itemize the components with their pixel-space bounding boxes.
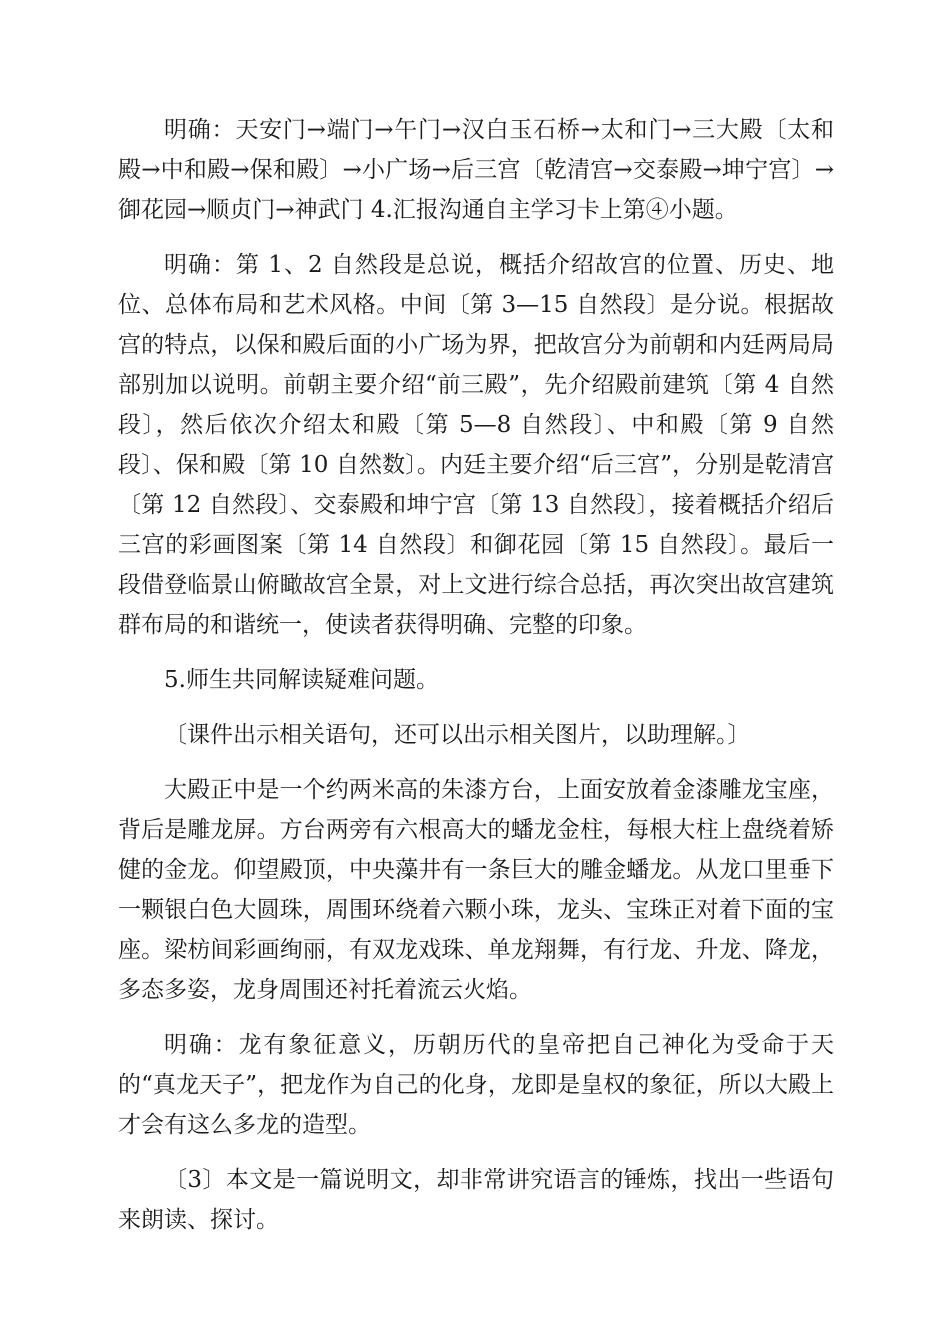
paragraph-courseware-note: 〔课件出示相关语句，还可以出示相关图片，以助理解。〕 xyxy=(164,722,751,748)
paragraph-step-5: 5.师生共同解读疑难问题。 xyxy=(164,667,439,693)
paragraph-dragon-answer: 明确：龙有象征意义，历朝历代的皇帝把自己神化为受命于天的“真龙天子”，把龙作为自己的化身，龙即是皇权的象征，所以大殿上才会有这么多龙的造型。 xyxy=(118,1032,834,1138)
paragraph-hall-description: 大殿正中是一个约两米高的朱漆方台，上面安放着金漆雕龙宝座，背后是雕龙屏。方台两旁有六根高大的蟠龙金柱，每根大柱上盘绕着矫健的金龙。仰望殿顶，中央藻井有一条巨大的雕金蟠龙。从龙口里垂下一颗银白色大圆珠，周围环绕着六颗小珠，龙头、宝珠正对着下面的宝座。梁枋间彩画绚丽，有双龙戏珠、单龙翔舞，有行龙、升龙、降龙，多态多姿，龙身周围还衬托着流云火焰。 xyxy=(118,777,834,1003)
paragraph-route-answer: 明确：天安门→端门→午门→汉白玉石桥→太和门→三大殿〔太和殿→中和殿→保和殿〕→小广场→后三宫〔乾清宫→交泰殿→坤宁宫〕→御花园→顺贞门→神武门 4.汇报沟通自主学习卡上第④小题。 xyxy=(118,117,834,223)
paragraph-question-3: 〔3〕本文是一篇说明文，却非常讲究语言的锤炼，找出一些语句来朗读、探讨。 xyxy=(118,1167,834,1233)
document-body xyxy=(118,110,834,1255)
paragraph-structure-answer: 明确：第 1、2 自然段是总说，概括介绍故宫的位置、历史、地位、总体布局和艺术风格。中间〔第 3—15 自然段〕是分说。根据故宫的特点，以保和殿后面的小广场为界，把故宫分为前朝和内廷两局局部别加以说明。前朝主要介绍“前三殿”，先介绍殿前建筑〔第 4 自然段〕，然后依次介绍太和殿〔第 5—8 自然段〕、中和殿〔第 9 自然段〕、保和殿〔第 10 自然数〕。内廷主要介绍“后三宫”，分别是乾清宫〔第 12 自然段〕、交泰殿和坤宁宫〔第 13 自然段〕，接着概括介绍后三宫的彩画图案〔第 14 自然段〕和御花园〔第 15 自然段〕。最后一段借登临景山俯瞰故宫全景，对上文进行综合总括，再次突出故宫建筑群布局的和谐统一，使读者获得明确、完整的印象。 xyxy=(118,252,834,638)
